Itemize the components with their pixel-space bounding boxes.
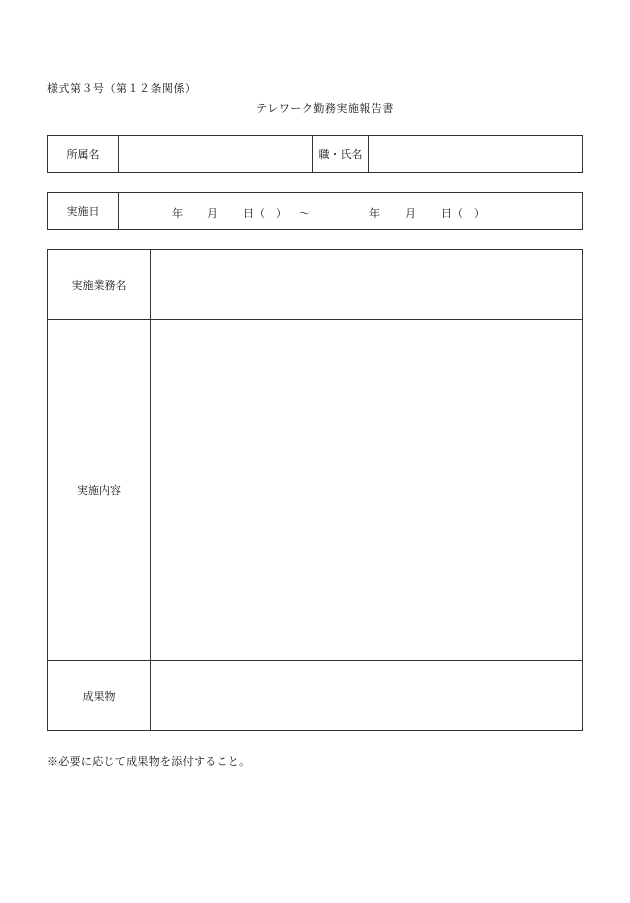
form-title: テレワーク勤務実施報告書 bbox=[256, 102, 394, 115]
output-label: 成果物 bbox=[48, 661, 151, 731]
end-year-unit: 年 bbox=[369, 207, 380, 220]
end-day-unit: 日（ ） bbox=[441, 207, 485, 220]
affiliation-label: 所属名 bbox=[48, 136, 119, 173]
start-day-unit: 日（ ） bbox=[243, 207, 287, 220]
start-year-unit: 年 bbox=[172, 207, 183, 220]
task-name-field[interactable] bbox=[151, 250, 583, 320]
end-month-unit: 月 bbox=[405, 207, 416, 220]
details-table bbox=[47, 249, 583, 731]
start-month-unit: 月 bbox=[207, 207, 218, 220]
date-range-field[interactable] bbox=[119, 193, 583, 230]
position-name-label: 職・氏名 bbox=[313, 136, 369, 173]
affiliation-table bbox=[47, 135, 583, 173]
date-label: 実施日 bbox=[48, 193, 119, 230]
date-range-tilde: ～ bbox=[299, 207, 310, 220]
footer-note: ※必要に応じて成果物を添付すること。 bbox=[47, 755, 251, 768]
content-label: 実施内容 bbox=[48, 320, 151, 661]
output-field[interactable] bbox=[151, 661, 583, 731]
content-field[interactable] bbox=[151, 320, 583, 661]
position-name-field[interactable] bbox=[369, 136, 583, 173]
affiliation-field[interactable] bbox=[119, 136, 313, 173]
form-number: 様式第３号（第１２条関係） bbox=[47, 82, 197, 95]
date-table bbox=[47, 192, 583, 230]
task-name-label: 実施業務名 bbox=[48, 250, 151, 320]
